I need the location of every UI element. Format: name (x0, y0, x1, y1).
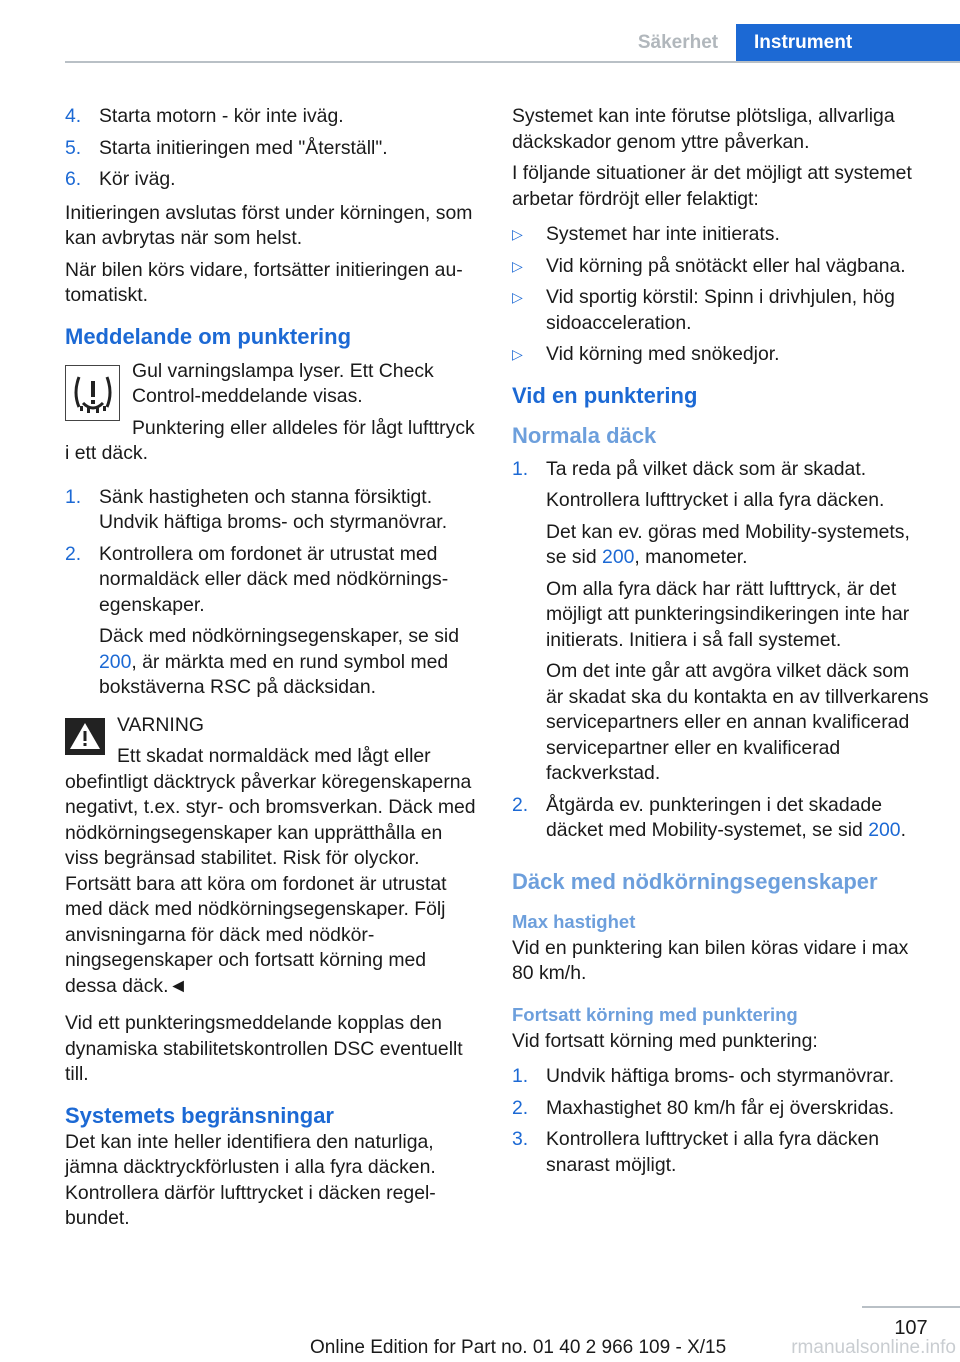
watermark: rmanualsonline.info (791, 1337, 956, 1358)
step-text: Maxhastighet 80 km/h får ej överskridas. (546, 1096, 895, 1119)
heading-puncture: Vid en punktering (512, 382, 698, 408)
list-item: ▷ Systemet har inte initierats. (512, 222, 930, 248)
step-text: Kontrollera lufttrycket i alla fyra däcken. (546, 489, 885, 511)
puncture-steps (65, 485, 479, 701)
step-number: 5. (65, 136, 82, 159)
triangle-bullet-icon: ▷ (512, 346, 523, 362)
list-item: ▷ Vid körning med snökedjor. (512, 342, 930, 368)
tire-pressure-warning-icon (65, 365, 120, 421)
warning-block (65, 713, 479, 1000)
paragraph: Systemet kan inte förutse plötsliga, allvarliga däckskador genom yttre påverkan. (512, 105, 895, 153)
triangle-bullet-icon: ▷ (512, 289, 523, 305)
step-text: Undvik häftiga broms- och styrmanövrar. (546, 1065, 895, 1087)
step-text: Kontrollera om fordonet är utrustat med normaldäck eller däck med nödkörningsegenskaper. (99, 542, 449, 616)
tpms-lamp-block (65, 359, 479, 473)
paragraph: Vid fortsatt körning med punktering: (512, 1029, 818, 1052)
list-item (512, 1127, 930, 1178)
runflat-steps (512, 1064, 930, 1178)
heading-puncture-message: Meddelande om punktering (65, 323, 352, 349)
paragraph: Vid ett punkteringsmeddelande kopplas den dynamiska stabilitetskontrollen DSC eventuellt till. (65, 1012, 463, 1085)
step-text: Kontrollera lufttrycket i alla fyra däcken snarast möjligt. (546, 1128, 880, 1176)
step-number: 3. (512, 1128, 529, 1150)
lamp-description-2: Punktering eller alldeles för lågt lufttryck i ett däck. (65, 416, 475, 464)
triangle-bullet-icon: ▷ (512, 226, 523, 242)
step-text: Det kan ev. göras med Mobility-systemets, se sid 200, manometer. (546, 520, 910, 568)
triangle-bullet-icon: ▷ (512, 257, 523, 274)
list-item (512, 1096, 930, 1122)
list-item: ▷ Vid körning på snötäckt eller hal vägbana. (512, 254, 930, 280)
footer-divider (862, 1306, 960, 1308)
section-tab[interactable]: Säkerhet (637, 32, 719, 53)
list-item (65, 136, 479, 162)
warning-text: Ett skadat normaldäck med lågt eller obefintligt däcktryck påverkar köregenskaperna negativt, t.ex. styr- och bromsverkan. Däck med nödkörningsegenskaper kan upprätthålla en viss begränsad stabilitet. Risk för olyckor. Fortsätt bara att köra om fordonet är utrustat med däck med nödkörningsegenskaper. Följ anvisningarna för däck med nödkörningsegenskaper och fortsatt körning med dessa däck.◄ (65, 745, 476, 997)
step-number: 1. (512, 1065, 529, 1087)
right-column (512, 104, 930, 1186)
step-number: 4. (65, 105, 82, 127)
edition-note: Online Edition for Part no. 01 40 2 966 109 - X/15 (310, 1337, 727, 1358)
step-number: 1. (512, 457, 529, 480)
step-text: Kör iväg. (99, 168, 176, 190)
page-link[interactable]: 200 (99, 650, 132, 673)
chapter-tab[interactable]: Instrument (736, 24, 960, 61)
list-item (65, 104, 479, 130)
step-number: 6. (65, 168, 82, 190)
step-text: Sänk hastigheten och stanna försiktigt. Undvik häftiga broms- och styrmanövrar. (99, 485, 448, 533)
step-text: Om alla fyra däck har rätt lufttryck, är det möjligt att punkteringsindikeringen inte har initierats. Initiera i så fall systemet. (546, 577, 910, 651)
step-text: Ta reda på vilket däck som är skadat. (546, 457, 867, 480)
paragraph: Vid en punktering kan bilen köras vidare i max 80 km/h. (512, 936, 909, 984)
step-number: 1. (65, 485, 82, 508)
step-number: 2. (512, 1096, 529, 1119)
warning-title: VARNING (117, 713, 204, 736)
limitation-list (512, 222, 930, 368)
normal-tire-steps (512, 457, 930, 850)
step-subtext: Däck med nödkörningsegenskaper, se sid 200, är märkta med en rund symbol med bokstäverna RSC på däcksidan. (99, 625, 460, 698)
list-item (512, 793, 930, 850)
step-number: 2. (65, 542, 82, 565)
heading-system-limits: Systemets begränsningar (65, 1102, 334, 1128)
paragraph: Det kan inte heller identifiera den naturliga, jämna däcktryckförlusten i alla fyra däcken. Kontrollera därför lufttrycket i däcken regelbundet. (65, 1130, 436, 1229)
page-link[interactable]: 200 (602, 546, 635, 568)
header-divider (65, 61, 960, 63)
step-number: 2. (512, 793, 529, 816)
list-item (65, 542, 479, 701)
heading-continued-driving: Fortsatt körning med punktering (512, 1003, 798, 1025)
paragraph: När bilen körs vidare, fortsätter initieringen automatiskt. (65, 258, 463, 306)
step-text: Starta initieringen med "Återställ". (99, 136, 388, 159)
list-item (65, 485, 479, 536)
warning-triangle-icon (65, 718, 105, 755)
list-item (65, 167, 479, 193)
paragraph: I följande situationer är det möjligt att systemet arbetar fördröjt eller felaktigt: (512, 162, 912, 210)
init-steps (65, 104, 479, 193)
step-text: Starta motorn - kör inte iväg. (99, 105, 344, 127)
page-link[interactable]: 200 (868, 819, 901, 841)
heading-runflat-tires: Däck med nödkörningsegenskaper (512, 868, 878, 894)
list-item (512, 1064, 930, 1090)
lamp-description: Gul varningslampa lyser. Ett Check Control-meddelande visas. (132, 359, 434, 407)
step-text: Åtgärda ev. punkteringen i det skadade däcket med Mobility-systemet, se sid 200. (546, 793, 906, 841)
page-number: 107 (894, 1317, 928, 1339)
heading-max-speed: Max hastighet (512, 910, 636, 932)
list-item (512, 457, 930, 787)
step-text: Om det inte går att avgöra vilket däck som är skadat ska du kontakta en av tillverkarens servicepartners eller en annan kvalificerad servicepartner eller en kvalificerad fackverkstad. (546, 660, 929, 784)
heading-normal-tires: Normala däck (512, 422, 657, 448)
paragraph: Initieringen avslutas först under körningen, som kan avbrytas när som helst. (65, 201, 473, 249)
list-item: ▷ Vid sportig körstil: Spinn i drivhjulen, hög sidoacceleration. (512, 285, 930, 336)
left-column (65, 104, 479, 1238)
